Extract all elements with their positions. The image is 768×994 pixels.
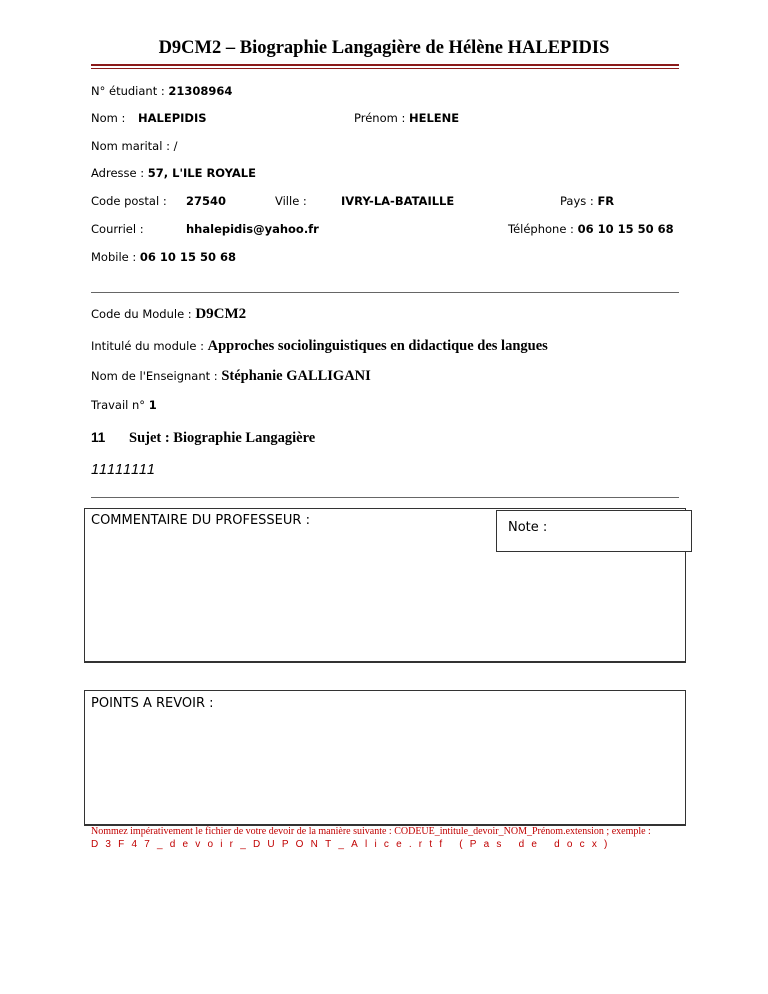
note-box [496,510,692,552]
title-rule-thick [91,64,679,66]
pays-value: FR [597,194,615,208]
pays-row [560,194,614,208]
nom-value: HALEPIDIS [138,111,207,125]
separator-2 [91,497,679,498]
placeholder-ones: 11111111 [91,462,156,478]
code-module-value: D9CM2 [195,306,247,322]
courriel-label: Courriel : [91,222,144,236]
adresse-row [91,166,256,180]
commentaire-label: COMMENTAIRE DU PROFESSEUR : [91,513,310,528]
page-title: D9CM2 – Biographie Langagière de Hélène HALEPIDIS [158,38,610,58]
footer-instruction: Nommez impérativement le fichier de votre devoir de la manière suivante : CODEUE_intitule_devoir_NOM_Prénom.extension ; exemple : [91,826,651,837]
telephone-label: Téléphone : [508,222,578,236]
mobile-label: Mobile : [91,250,140,264]
prenom-row [354,111,459,125]
adresse-label: Adresse : [91,166,148,180]
mobile-row [91,250,236,264]
sujet-title: Sujet : Biographie Langagière [129,430,316,446]
student-number-value: 21308964 [168,84,233,98]
prenom-value: HELENE [409,111,460,125]
nom-label: Nom : [91,111,126,125]
mobile-value: 06 10 15 50 68 [139,250,236,264]
points-revoir-box [84,690,686,826]
code-module-row [91,306,246,323]
separator-1 [91,292,679,293]
code-module-label: Code du Module : [91,307,196,321]
enseignant-row [91,368,371,385]
code-postal-value: 27540 [186,194,227,208]
ville-label: Ville : [275,194,307,208]
telephone-row [508,222,674,236]
sujet-number: 11 [91,430,106,445]
footer-example: D3F47_devoir_DUPONT_Alice.rtf (Pas de docx) [91,839,615,850]
ville-value: IVRY-LA-BATAILLE [341,194,455,208]
student-number-label: N° étudiant : [91,84,169,98]
travail-row [91,398,157,412]
intitule-row [91,338,548,355]
travail-value: 1 [148,398,157,412]
telephone-value: 06 10 15 50 68 [577,222,674,236]
travail-label: Travail n° [91,398,149,412]
student-number-row [91,84,232,98]
code-postal-label: Code postal : [91,194,167,208]
prenom-label: Prénom : [354,111,409,125]
nom-marital: Nom marital : / [91,139,178,153]
intitule-label: Intitulé du module : [91,339,208,353]
intitule-value: Approches sociolinguistiques en didactique des langues [207,338,548,354]
pays-label: Pays : [560,194,598,208]
courriel-value: hhalepidis@yahoo.fr [186,222,319,236]
enseignant-value: Stéphanie GALLIGANI [221,368,371,384]
enseignant-label: Nom de l'Enseignant : [91,369,222,383]
title-rule-thin [91,68,679,69]
points-revoir-label: POINTS A REVOIR : [91,696,214,711]
note-label: Note : [508,520,548,535]
adresse-value: 57, L'ILE ROYALE [147,166,256,180]
